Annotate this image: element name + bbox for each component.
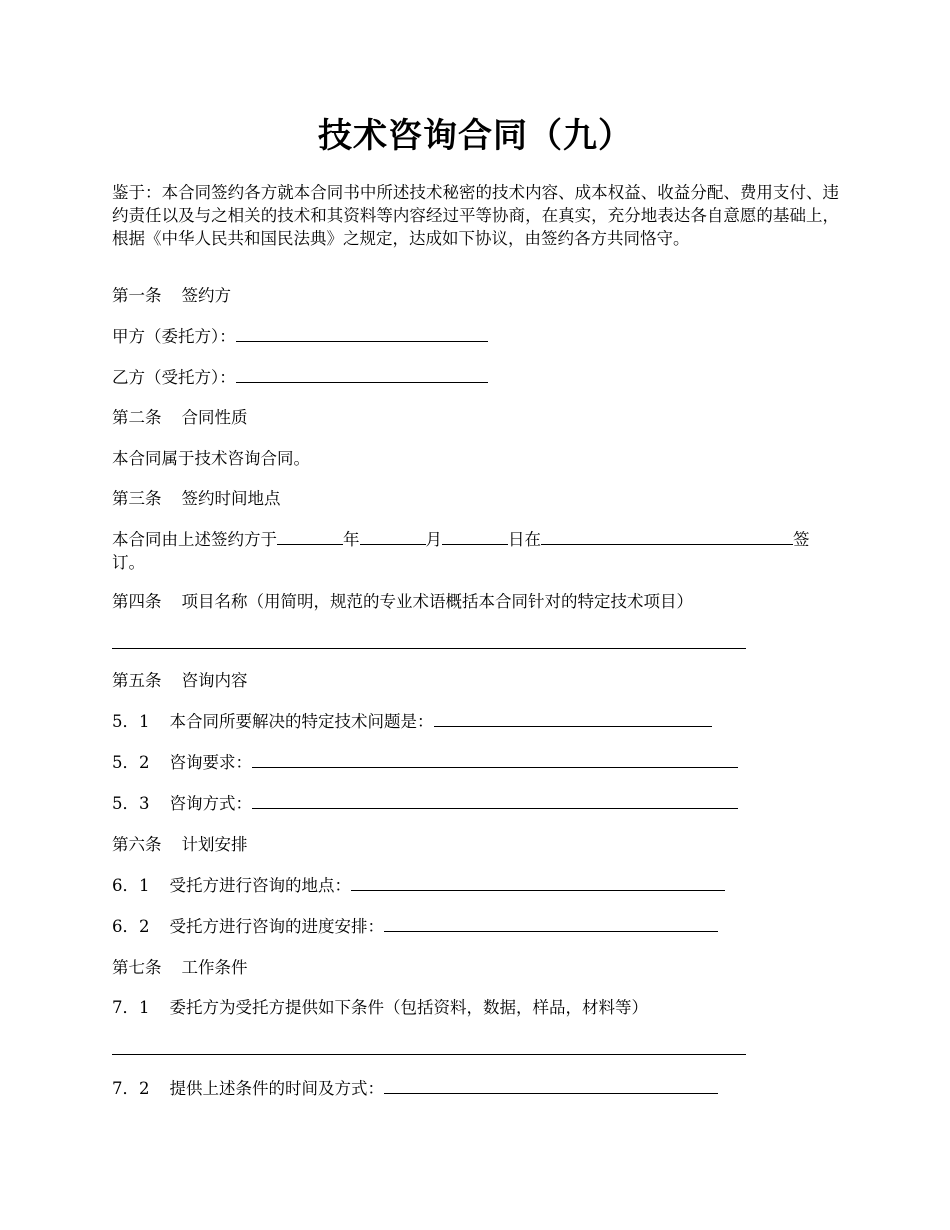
clause-5-3-blank[interactable] bbox=[252, 792, 738, 809]
clause-6-1 bbox=[112, 874, 839, 897]
clause-7-1 bbox=[112, 996, 839, 1019]
article-title: 项目名称（用简明，规范的专业术语概括本合同针对的特定技术项目） bbox=[181, 592, 693, 611]
clause-6-1-blank[interactable] bbox=[351, 874, 725, 891]
month-label: 月 bbox=[425, 530, 442, 549]
article-title: 工作条件 bbox=[181, 958, 248, 977]
party-b-label: 乙方（受托方）： bbox=[112, 368, 236, 387]
place-blank[interactable] bbox=[541, 528, 793, 545]
article-number: 第二条 bbox=[112, 408, 162, 427]
sign-label: 签 bbox=[793, 530, 810, 549]
clause-5-3 bbox=[112, 792, 839, 815]
article-3-text-line2: 订。 bbox=[112, 553, 145, 572]
clause-text: 咨询方式： bbox=[169, 794, 252, 813]
article-2-text: 本合同属于技术咨询合同。 bbox=[112, 449, 310, 468]
clause-text: 受托方进行咨询的进度安排： bbox=[169, 917, 384, 936]
preamble-paragraph: 鉴于：本合同签约各方就本合同书中所述技术秘密的技术内容、成本权益、收益分配、费用支付、违约责任以及与之相关的技术和其资料等内容经过平等协商，在真实，充分地表达各自意愿的基础上，根据《中华人民共和国民法典》之规定，达成如下协议，由签约各方共同恪守。 bbox=[112, 183, 839, 248]
article-1-heading bbox=[112, 284, 839, 307]
article-title: 签约方 bbox=[181, 286, 231, 305]
clause-7-1-blank[interactable] bbox=[112, 1054, 746, 1055]
article-title: 咨询内容 bbox=[181, 671, 248, 690]
clause-text: 咨询要求： bbox=[169, 753, 252, 772]
month-blank[interactable] bbox=[360, 528, 426, 545]
project-name-blank[interactable] bbox=[112, 648, 746, 649]
article-3-heading bbox=[112, 487, 839, 510]
party-b-blank[interactable] bbox=[236, 366, 488, 383]
article-4-heading bbox=[112, 590, 839, 613]
party-b-line bbox=[112, 366, 839, 389]
clause-number: 5．3 bbox=[112, 794, 150, 813]
article-number: 第四条 bbox=[112, 592, 162, 611]
article-title: 合同性质 bbox=[181, 408, 248, 427]
article-title: 签约时间地点 bbox=[181, 489, 281, 508]
article-number: 第七条 bbox=[112, 958, 162, 977]
article-3-text-line1 bbox=[112, 528, 839, 551]
article-title: 计划安排 bbox=[181, 835, 248, 854]
document-title: 技术咨询合同（九） bbox=[318, 116, 633, 156]
clause-text: 委托方为受托方提供如下条件（包括资料，数据，样品，材料等） bbox=[169, 998, 648, 1017]
article-number: 第六条 bbox=[112, 835, 162, 854]
party-a-blank[interactable] bbox=[236, 325, 488, 342]
clause-text: 提供上述条件的时间及方式： bbox=[169, 1079, 384, 1098]
clause-text: 受托方进行咨询的地点： bbox=[169, 876, 351, 895]
clause-7-2 bbox=[112, 1077, 839, 1100]
article-number: 第五条 bbox=[112, 671, 162, 690]
clause-number: 6．2 bbox=[112, 917, 150, 936]
clause-number: 5．2 bbox=[112, 753, 150, 772]
clause-number: 5．1 bbox=[112, 712, 150, 731]
clause-7-2-blank[interactable] bbox=[384, 1077, 718, 1094]
article-number: 第一条 bbox=[112, 286, 162, 305]
year-label: 年 bbox=[343, 530, 360, 549]
clause-number: 7．1 bbox=[112, 998, 150, 1017]
article-7-heading bbox=[112, 956, 839, 979]
article-5-heading bbox=[112, 669, 839, 692]
article-number: 第三条 bbox=[112, 489, 162, 508]
clause-number: 6．1 bbox=[112, 876, 150, 895]
clause-text: 本合同所要解决的特定技术问题是： bbox=[169, 712, 434, 731]
clause-number: 7．2 bbox=[112, 1079, 150, 1098]
day-label: 日在 bbox=[508, 530, 541, 549]
party-a-line bbox=[112, 325, 839, 348]
year-blank[interactable] bbox=[277, 528, 343, 545]
day-blank[interactable] bbox=[442, 528, 508, 545]
clause-5-1-blank[interactable] bbox=[434, 710, 712, 727]
clause-5-2 bbox=[112, 751, 839, 774]
clause-5-2-blank[interactable] bbox=[252, 751, 738, 768]
clause-5-1 bbox=[112, 710, 839, 733]
article-2-heading bbox=[112, 406, 839, 429]
party-a-label: 甲方（委托方）： bbox=[112, 327, 236, 346]
clause-6-2 bbox=[112, 915, 839, 938]
sign-date-prefix: 本合同由上述签约方于 bbox=[112, 530, 277, 549]
clause-6-2-blank[interactable] bbox=[384, 915, 718, 932]
article-6-heading bbox=[112, 833, 839, 856]
